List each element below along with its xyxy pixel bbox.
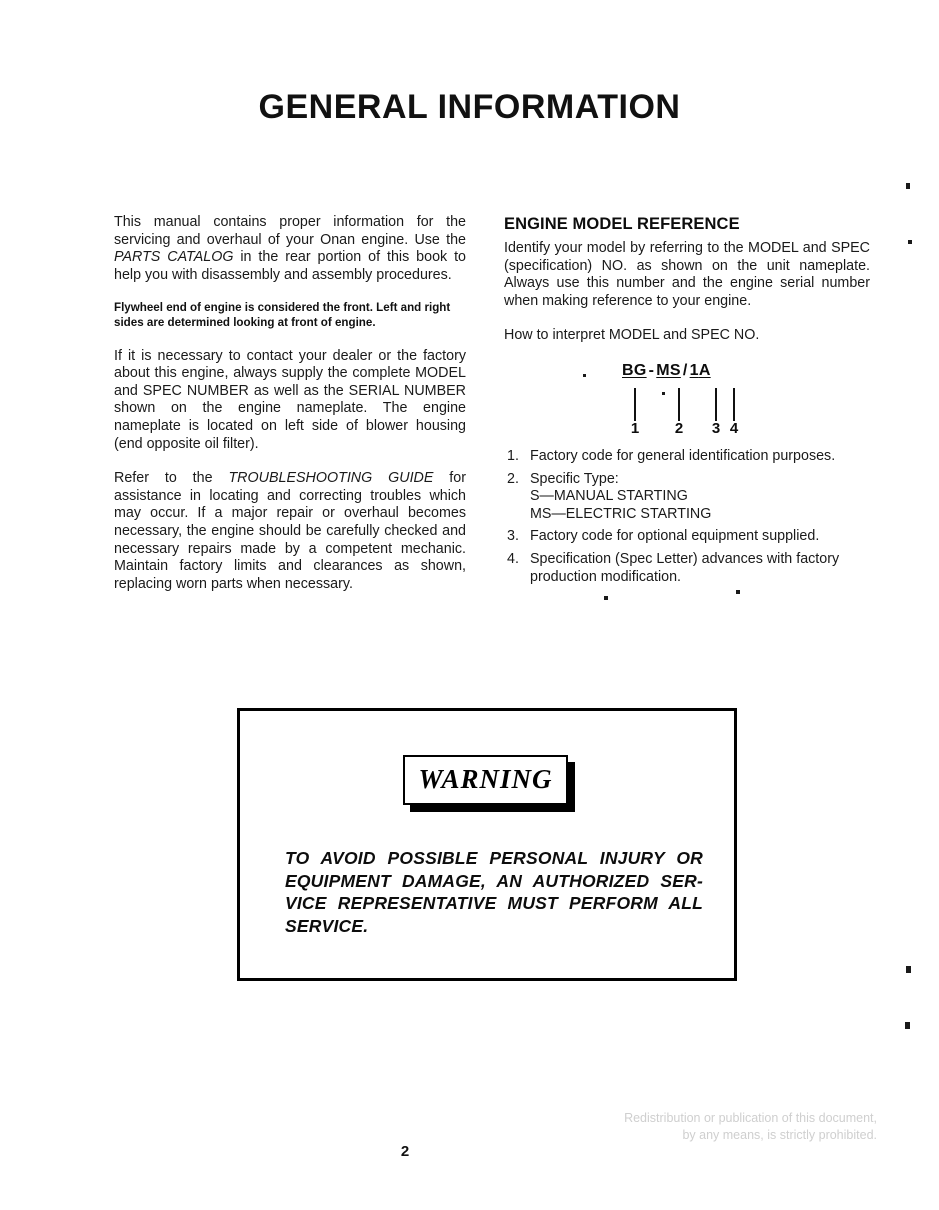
scan-speck xyxy=(908,240,912,244)
scan-speck xyxy=(906,966,911,973)
scan-speck xyxy=(604,596,608,600)
paragraph-text-part: in the rear portion of this book to help you with disassembly and assembly procedures. xyxy=(114,249,466,283)
model-code-part-2: MS xyxy=(656,361,681,379)
page-number: 2 xyxy=(400,1143,410,1160)
callout-number-3: 3 xyxy=(711,419,721,437)
right-text-column xyxy=(504,214,870,591)
callout-leader-line-3 xyxy=(715,388,717,421)
warning-line: TO AVOID POSSIBLE PERSONAL INJURY OR xyxy=(285,848,703,868)
paragraph-troubleshooting xyxy=(114,470,466,593)
list-item-text: Specific Type: xyxy=(530,470,619,487)
warning-line: SERVICE. xyxy=(285,915,369,936)
paragraph-identify-model: Identify your model by referring to the MODEL and SPEC (specification) NO. as shown on the unit nameplate. Always use this number and the engine serial number when making reference to your engine. xyxy=(504,240,870,309)
page-title: GENERAL INFORMATION xyxy=(258,88,681,126)
paragraph-contact-dealer: If it is necessary to contact your dealer or the factory about this engine, always supply the complete MODEL and SPEC NUMBER as well as the SERIAL NUMBER shown on the engine nameplate. The engine nameplate is located on left side of blower housing (end opposite oil filter). xyxy=(114,347,466,452)
scan-speck xyxy=(662,392,665,395)
list-item-text: Factory code for optional equipment supplied. xyxy=(530,528,820,545)
model-code-row xyxy=(622,362,711,380)
list-item xyxy=(504,551,870,586)
spec-code-legend-list xyxy=(504,448,870,586)
callout-leader-line-1 xyxy=(634,388,636,421)
list-marker: 3. xyxy=(507,528,519,545)
list-item xyxy=(504,448,870,466)
watermark-line: Redistribution or publication of this document, xyxy=(624,1111,877,1125)
callout-leader-line-2 xyxy=(678,388,680,421)
scan-speck xyxy=(905,1022,910,1029)
parts-catalog-italic: PARTS CATALOG xyxy=(114,249,234,266)
warning-label-text: WARNING xyxy=(418,764,553,794)
warning-body-text xyxy=(285,847,703,937)
list-item-text: Specification (Spec Letter) advances with factory production modification. xyxy=(530,550,840,585)
section-heading-engine-model-reference: ENGINE MODEL REFERENCE xyxy=(504,215,740,233)
model-code-part-4: A xyxy=(698,361,711,379)
warning-label-plate xyxy=(403,755,568,805)
model-code-part-3: 1 xyxy=(689,361,699,379)
troubleshooting-guide-italic: TROUBLESHOOTING GUIDE xyxy=(228,470,434,487)
list-marker: 2. xyxy=(507,470,519,487)
callout-number-4: 4 xyxy=(729,419,739,437)
callout-number-2: 2 xyxy=(674,419,684,437)
paragraph-text-part: This manual contains proper information for the servicing and overhaul of your Onan engine. Use the xyxy=(114,214,466,248)
list-item xyxy=(504,471,870,524)
list-subline-electric-starting: MS—ELECTRIC STARTING xyxy=(530,505,712,522)
callout-number-1: 1 xyxy=(630,419,640,437)
warning-line: EQUIPMENT DAMAGE, AN AUTHORIZED SER- xyxy=(285,870,703,891)
warning-line: VICE REPRESENTATIVE MUST PERFORM ALL xyxy=(285,893,703,913)
scan-speck xyxy=(583,374,586,377)
callout-leader-line-4 xyxy=(733,388,735,421)
model-code-slash: / xyxy=(682,361,688,379)
warning-box xyxy=(237,708,737,981)
scan-speck xyxy=(906,183,910,189)
list-subline-manual-starting: S—MANUAL STARTING xyxy=(530,488,688,505)
list-marker: 1. xyxy=(507,447,519,464)
model-code-dash: - xyxy=(648,361,655,379)
paragraph-text-part: for assistance in locating and correcting troubles which may occur. If a major repair or overhaul becomes necessary, the engine should be carefully checked and necessary repairs made by a competent mechanic. Maintain factory limits and clearances as shown, replacing worn parts when necessary. xyxy=(114,470,466,592)
list-marker: 4. xyxy=(507,550,519,567)
left-text-column xyxy=(114,214,466,593)
list-item xyxy=(504,528,870,546)
scan-speck xyxy=(736,590,740,594)
model-code-part-1: BG xyxy=(622,361,647,379)
watermark-line: by any means, is strictly prohibited. xyxy=(682,1128,877,1142)
model-spec-code-diagram xyxy=(504,362,870,440)
paragraph-how-to-interpret: How to interpret MODEL and SPEC NO. xyxy=(504,327,760,344)
copyright-watermark xyxy=(547,1110,877,1144)
list-item-text: Factory code for general identification purposes. xyxy=(530,447,836,464)
flywheel-orientation-note: Flywheel end of engine is considered the front. Left and right sides are determined looking at front of engine. xyxy=(114,301,451,329)
paragraph-text-part: Refer to the xyxy=(114,470,229,487)
paragraph-manual-intro xyxy=(114,214,466,284)
